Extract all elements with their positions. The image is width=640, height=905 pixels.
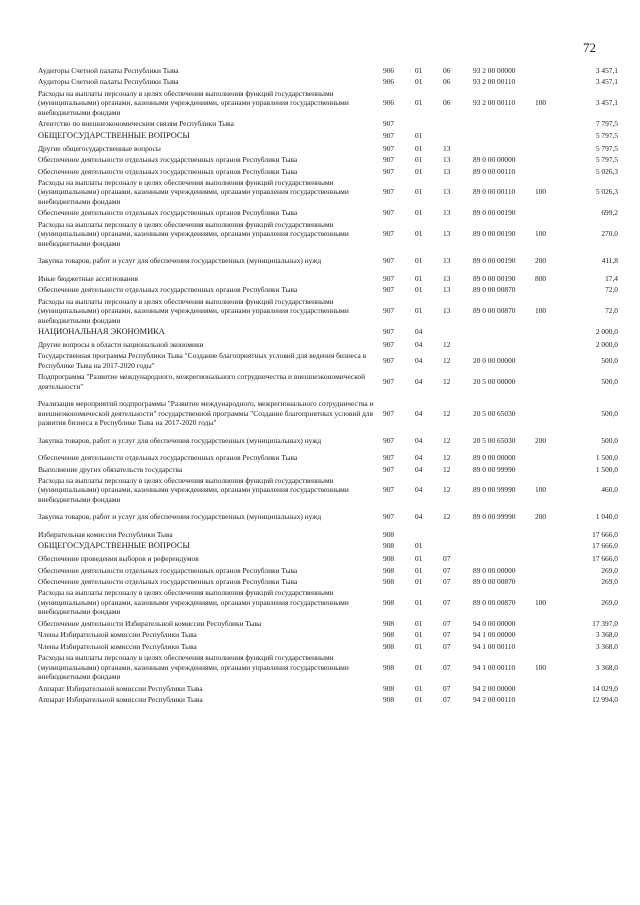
row-expense-type [535,118,561,129]
row-subsection-code: 13 [443,306,451,316]
table-row [38,326,618,339]
row-ministry-code: 907 [383,155,395,165]
row-name: Члены Избирательной комиссии Республики Тыва [38,641,197,651]
table-row [38,207,618,218]
row-target-code [473,143,535,154]
row-subsection-code [443,118,473,129]
row-name: Закупка товаров, работ и услуг для обеспечения государственных (муниципальных) нужд [38,512,322,522]
row-subsection-code: 13 [443,166,451,176]
row-subsection-code [443,326,473,339]
page-number: 72 [583,40,596,55]
table-row [38,284,618,295]
row-section-code: 04 [415,356,423,366]
row-target-code: 89 0 00 99990 [473,464,516,474]
row-name: Аудиторы Счетной палаты Республики Тыва [38,66,179,75]
row-name: Обеспечение деятельности отдельных государственных органов Республики Тыва [38,453,298,463]
row-ministry-code: 907 [383,356,395,366]
row-ministry-code: 908 [383,662,395,672]
table-row [38,464,618,475]
row-amount: 3 457,1 [595,66,618,75]
row-expense-type [535,694,561,705]
row-subsection-code: 07 [443,641,451,651]
row-expense-type [535,65,561,76]
row-subsection-code: 07 [443,630,451,640]
row-expense-type: 100 [535,306,547,316]
row-section-code: 01 [415,155,423,165]
row-subsection-code: 13 [443,155,451,165]
row-section-code: 01 [415,541,423,551]
row-amount: 17 666,0 [592,529,618,539]
row-name: Государственная программа Республики Тыва "Создание благоприятных условий для ведения бизнеса в Республике Тыва на 2017-2020 годы" [38,351,367,370]
row-section-code: 01 [415,166,423,176]
row-amount: 2 000,0 [595,339,618,349]
row-expense-type [535,618,561,629]
table-row [38,296,618,326]
row-subsection-code: 07 [443,683,451,693]
row-ministry-code: 906 [383,77,395,87]
row-expense-type [535,452,561,463]
row-subsection-code [443,540,473,553]
row-target-code: 89 0 00 00190 [473,208,516,218]
row-name: Обеспечение деятельности отдельных государственных органов Республики Тыва [38,208,298,218]
row-target-code: 94 1 00 00110 [473,641,516,651]
row-section-code: 01 [415,630,423,640]
table-row [38,511,618,528]
row-section-code: 04 [415,339,423,349]
row-name: Расходы на выплаты персоналу в целях обеспечения выполнения функций государственными (муниципальными) органами, казенными учреждениями, органами управления государственными внебюджетными фондами [38,88,349,117]
row-amount: 500,0 [601,376,618,386]
row-name: Иные бюджетные ассигнования [38,273,139,283]
row-name: Обеспечение деятельности отдельных государственных органов Республики Тыва [38,155,298,165]
table-row [38,350,618,371]
row-section-code: 04 [415,453,423,463]
table-row [38,177,618,207]
row-subsection-code: 06 [443,77,451,87]
row-ministry-code: 908 [383,577,395,586]
row-target-code: 89 0 00 00000 [473,155,516,165]
row-section-code [415,118,443,129]
row-target-code: 89 0 00 00190 [473,229,516,239]
row-subsection-code: 12 [443,408,451,418]
row-section-code: 04 [415,435,423,445]
row-section-code: 01 [415,256,423,266]
row-ministry-code: 908 [383,565,395,575]
row-section-code: 01 [415,229,423,239]
row-amount: 12 994,0 [592,695,618,705]
row-ministry-code: 908 [383,618,395,628]
row-section-code: 01 [415,187,423,197]
row-section-code [415,529,443,540]
row-target-code: 89 0 00 00110 [473,166,516,176]
row-name: ОБЩЕГОСУДАРСТВЕННЫЕ ВОПРОСЫ [38,130,190,140]
row-expense-type [535,284,561,295]
row-name: Расходы на выплаты персоналу в целях обеспечения выполнения функций государственными (муниципальными) органами, казенными учреждениями, органами управления государственными внебюджетными фондами [38,588,349,617]
table-row [38,398,618,434]
row-section-code: 01 [415,597,423,607]
row-target-code: 89 0 00 99990 [473,485,516,495]
row-expense-type: 100 [535,662,547,672]
row-name: Аппарат Избирательной комиссии Республики Тыва [38,683,203,693]
row-name: Обеспечение деятельности отдельных государственных органов Республики Тыва [38,166,298,176]
row-ministry-code: 908 [383,541,395,551]
row-ministry-code: 907 [383,143,395,153]
row-ministry-code: 907 [383,339,395,349]
row-section-code: 01 [415,208,423,218]
row-amount: 3 457,1 [595,98,618,108]
row-target-code: 94 1 00 00000 [473,630,516,640]
table-row [38,339,618,350]
row-name: Реализация мероприятий подпрограммы "Развитие международного, межрегионального сотрудничества и внешнеэкономической деятельности" государственной программы "Создание благоприятных условий для развития бизнеса в Республике Тыва на 2017-2020 годы" [38,399,374,428]
row-ministry-code: 907 [383,408,395,418]
row-amount: 411,8 [601,256,618,266]
row-subsection-code [443,529,473,540]
row-ministry-code: 908 [383,529,395,539]
row-target-code: 93 2 00 00110 [473,98,516,108]
row-expense-type [535,629,561,640]
row-expense-type [535,130,561,143]
row-expense-type [535,553,561,564]
row-target-code: 94 0 00 00000 [473,618,516,628]
row-expense-type [535,464,561,475]
row-name: Расходы на выплаты персоналу в целях обеспечения выполнения функций государственными (муниципальными) органами, казенными учреждениями, органами управления государственными внебюджетными фондами [38,296,349,325]
table-row [38,273,618,284]
row-ministry-code: 907 [383,512,395,522]
row-subsection-code: 07 [443,565,451,575]
row-target-code [473,540,535,553]
row-section-code: 01 [415,66,423,75]
row-section-code: 04 [415,464,423,474]
row-expense-type [535,565,561,576]
row-expense-type: 100 [535,98,547,108]
row-amount: 72,0 [605,285,618,295]
row-expense-type: 200 [535,512,547,522]
row-section-code: 01 [415,565,423,575]
row-ministry-code: 907 [383,119,395,129]
row-ministry-code: 908 [383,597,395,607]
row-amount: 5 797,5 [595,130,618,140]
row-amount: 1 500,0 [595,453,618,463]
row-name: Обеспечение проведения выборов и референдумов [38,554,199,564]
row-subsection-code: 13 [443,208,451,218]
row-target-code: 89 0 00 99990 [473,512,516,522]
row-subsection-code: 12 [443,464,451,474]
row-subsection-code: 13 [443,187,451,197]
row-section-code: 01 [415,98,423,108]
row-expense-type [535,683,561,694]
row-target-code: 89 0 00 00110 [473,187,516,197]
row-target-code [473,326,535,339]
table-row [38,76,618,87]
table-row [38,88,618,118]
row-name: Расходы на выплаты персоналу в целях обеспечения выполнения функций государственными (муниципальными) органами, казенными учреждениями, органами управления государственными внебюджетными фондами [38,177,349,206]
row-section-code: 04 [415,376,423,386]
row-amount: 3 368,0 [595,641,618,651]
row-expense-type: 100 [535,597,547,607]
row-amount: 14 029,0 [592,683,618,693]
row-amount: 17,4 [605,273,618,283]
row-expense-type [535,207,561,218]
row-amount: 2 000,0 [595,327,618,337]
row-subsection-code: 06 [443,98,451,108]
row-name: Другие вопросы в области национальной экономики [38,339,204,349]
row-subsection-code: 12 [443,376,451,386]
row-target-code [473,529,535,540]
table-row [38,618,618,629]
row-section-code: 04 [415,408,423,418]
row-subsection-code [443,130,473,143]
row-expense-type [535,166,561,177]
row-section-code: 04 [415,327,423,337]
row-amount: 500,0 [601,356,618,366]
table-row [38,694,618,705]
table-row [38,65,618,76]
table-row [38,371,618,398]
row-amount: 269,0 [601,597,618,607]
row-amount: 270,0 [601,229,618,239]
row-expense-type: 100 [535,187,547,197]
row-subsection-code: 07 [443,662,451,672]
row-amount: 1 040,0 [595,512,618,522]
row-ministry-code: 907 [383,130,395,140]
row-name: Расходы на выплаты персоналу в целях обеспечения выполнения функций государственными (муниципальными) органами, казенными учреждениями, органами управления государственными внебюджетными фондами [38,653,349,682]
row-expense-type [535,529,561,540]
budget-table-body [38,65,618,706]
row-name: Закупка товаров, работ и услуг для обеспечения государственных (муниципальных) нужд [38,435,322,445]
row-name: Члены Избирательной комиссии Республики Тыва [38,630,197,640]
row-expense-type [535,540,561,553]
row-ministry-code: 908 [383,630,395,640]
row-amount: 460,0 [601,485,618,495]
row-subsection-code: 12 [443,453,451,463]
row-ministry-code: 908 [383,683,395,693]
row-target-code: 93 2 00 00110 [473,77,516,87]
row-target-code: 89 0 00 00000 [473,453,516,463]
row-expense-type: 200 [535,256,547,266]
row-amount: 3 368,0 [595,662,618,672]
row-target-code: 20 5 00 65030 [473,408,516,418]
row-ministry-code: 907 [383,256,395,266]
row-section-code: 01 [415,618,423,628]
row-ministry-code: 908 [383,695,395,705]
row-amount: 269,0 [601,565,618,575]
row-target-code: 93 2 00 00000 [473,66,516,75]
row-target-code: 20 5 00 00000 [473,376,516,386]
row-subsection-code: 12 [443,435,451,445]
row-expense-type [535,339,561,350]
row-section-code: 01 [415,683,423,693]
row-name: Аудиторы Счетной палаты Республики Тыва [38,77,179,87]
row-amount: 500,0 [601,408,618,418]
table-row [38,576,618,587]
row-expense-type [535,76,561,87]
row-ministry-code: 907 [383,485,395,495]
row-target-code [473,553,535,564]
budget-table [38,65,618,706]
table-row [38,154,618,165]
row-name: Другие общегосударственные вопросы [38,143,161,153]
table-row [38,219,618,255]
row-expense-type [535,350,561,371]
row-name: Расходы на выплаты персоналу в целях обеспечения выполнения функций государственными (муниципальными) органами, казенными учреждениями, органами управления государственными внебюджетными фондами [38,219,349,248]
row-target-code: 94 2 00 00110 [473,695,516,705]
row-target-code: 89 0 00 00190 [473,273,516,283]
row-expense-type [535,398,561,434]
row-subsection-code: 12 [443,512,451,522]
table-row [38,130,618,143]
row-section-code: 01 [415,695,423,705]
row-expense-type [535,143,561,154]
row-name: Обеспечение деятельности отдельных государственных органов Республики Тыва [38,577,298,586]
table-row [38,641,618,652]
row-ministry-code: 907 [383,306,395,316]
row-amount: 7 797,5 [595,119,618,129]
row-ministry-code: 907 [383,376,395,386]
row-amount: 5 026,3 [595,187,618,197]
table-row [38,683,618,694]
row-section-code: 01 [415,77,423,87]
row-subsection-code: 13 [443,143,451,153]
row-ministry-code: 907 [383,453,395,463]
row-target-code: 89 0 00 00870 [473,577,516,586]
row-expense-type: 800 [535,273,547,283]
row-section-code: 01 [415,577,423,586]
row-section-code: 01 [415,662,423,672]
row-name: Избирательная комиссия Республики Тыва [38,529,173,539]
row-ministry-code: 907 [383,187,395,197]
row-name: НАЦИОНАЛЬНАЯ ЭКОНОМИКА [38,327,165,337]
row-ministry-code: 907 [383,273,395,283]
row-target-code: 94 1 00 00110 [473,662,516,672]
row-name: Подпрограмма "Развитие международного, межрегионального сотрудничества и внешнеэкономической деятельности" [38,372,366,391]
table-row [38,255,618,272]
row-ministry-code: 907 [383,208,395,218]
table-row [38,529,618,540]
row-expense-type [535,326,561,339]
row-subsection-code: 06 [443,66,451,75]
table-row [38,143,618,154]
row-section-code: 01 [415,143,423,153]
row-section-code: 01 [415,641,423,651]
row-ministry-code: 907 [383,229,395,239]
row-ministry-code: 907 [383,285,395,295]
row-subsection-code: 12 [443,485,451,495]
row-ministry-code: 907 [383,464,395,474]
row-subsection-code: 12 [443,339,451,349]
table-row [38,166,618,177]
row-amount: 5 797,5 [595,143,618,153]
row-name: Обеспечение деятельности Избирательной комиссии Республики Тыва [38,618,262,628]
row-target-code: 89 0 00 00870 [473,306,516,316]
row-expense-type [535,641,561,652]
row-section-code: 01 [415,130,423,140]
row-amount: 17 666,0 [592,541,618,551]
row-expense-type: 100 [535,229,547,239]
row-expense-type [535,371,561,398]
row-target-code: 89 0 00 00870 [473,285,516,295]
row-ministry-code: 907 [383,435,395,445]
row-name: Агентство по внешнеэкономическим связям Республики Тыва [38,119,234,129]
row-subsection-code: 07 [443,554,451,564]
row-section-code: 01 [415,285,423,295]
row-ministry-code: 908 [383,554,395,564]
row-expense-type: 200 [535,435,547,445]
row-subsection-code: 07 [443,618,451,628]
table-row [38,540,618,553]
table-row [38,629,618,640]
row-name: Закупка товаров, работ и услуг для обеспечения государственных (муниципальных) нужд [38,256,322,266]
table-row [38,452,618,463]
row-expense-type [535,576,561,587]
row-amount: 72,0 [605,306,618,316]
row-amount: 1 500,0 [595,464,618,474]
row-subsection-code: 13 [443,273,451,283]
row-name: Расходы на выплаты персоналу в целях обеспечения выполнения функций государственными (муниципальными) органами, казенными учреждениями, органами управления государственными внебюджетными фондами [38,475,349,504]
row-name: Аппарат Избирательной комиссии Республики Тыва [38,695,203,705]
row-subsection-code: 12 [443,356,451,366]
row-ministry-code: 907 [383,327,395,337]
row-target-code: 89 0 00 00190 [473,256,516,266]
row-subsection-code: 07 [443,577,451,586]
table-row [38,652,618,682]
table-row [38,118,618,129]
row-subsection-code: 07 [443,597,451,607]
row-ministry-code: 906 [383,98,395,108]
row-amount: 17 397,0 [592,618,618,628]
row-ministry-code: 907 [383,166,395,176]
row-subsection-code: 13 [443,256,451,266]
row-ministry-code: 906 [383,66,395,75]
row-amount: 3 368,0 [595,630,618,640]
row-target-code [473,130,535,143]
row-section-code: 01 [415,306,423,316]
row-target-code: 20 5 00 65030 [473,435,516,445]
row-target-code: 89 0 00 00000 [473,565,516,575]
row-name: Выполнение других обязательств государства [38,464,183,474]
row-name: Обеспечение деятельности отдельных государственных органов Республики Тыва [38,285,298,295]
row-expense-type [535,154,561,165]
row-section-code: 04 [415,485,423,495]
table-row [38,435,618,452]
table-row [38,475,618,511]
table-row [38,565,618,576]
table-row [38,587,618,617]
table-row [38,553,618,564]
row-section-code: 01 [415,273,423,283]
row-section-code: 04 [415,512,423,522]
row-subsection-code: 13 [443,229,451,239]
row-amount: 699,2 [601,208,618,218]
row-amount: 5 797,5 [595,155,618,165]
row-section-code: 01 [415,554,423,564]
row-amount: 5 026,3 [595,166,618,176]
row-target-code [473,339,535,350]
row-expense-type: 100 [535,485,547,495]
row-name: ОБЩЕГОСУДАРСТВЕННЫЕ ВОПРОСЫ [38,541,190,551]
row-target-code [473,118,535,129]
row-amount: 269,0 [601,577,618,586]
row-target-code: 89 0 00 00870 [473,597,516,607]
row-name: Обеспечение деятельности отдельных государственных органов Республики Тыва [38,565,298,575]
row-amount: 500,0 [601,435,618,445]
row-ministry-code: 908 [383,641,395,651]
row-subsection-code: 13 [443,285,451,295]
row-amount: 17 666,0 [592,554,618,564]
row-subsection-code: 07 [443,695,451,705]
row-target-code: 20 0 00 00000 [473,356,516,366]
row-target-code: 94 2 00 00000 [473,683,516,693]
row-amount: 3 457,1 [595,77,618,87]
